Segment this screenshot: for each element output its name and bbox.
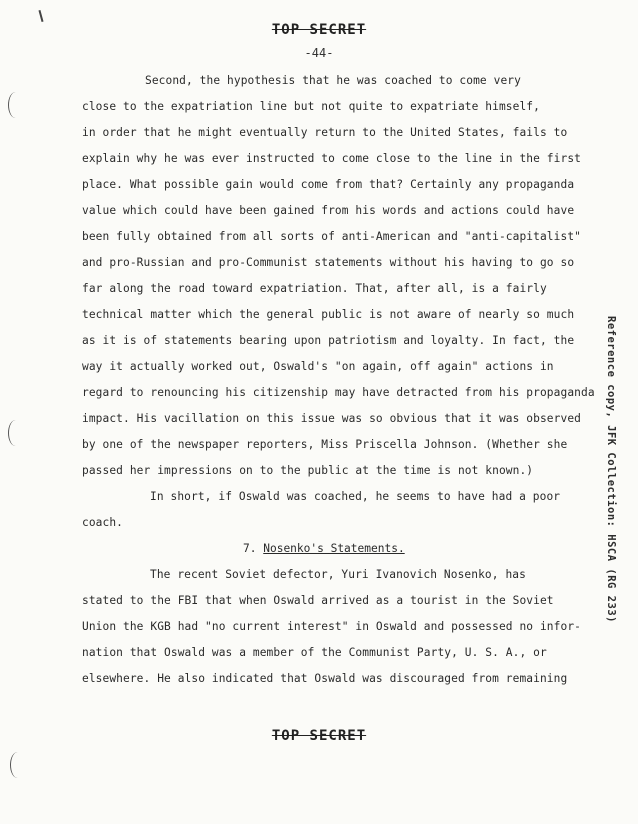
text-line: The recent Soviet defector, Yuri Ivanovich Nosenko, has [150, 568, 526, 581]
text-line: close to the expatriation line but not quite to expatriate himself, [82, 100, 540, 113]
text-line: in order that he might eventually return to the United States, fails to [82, 126, 568, 139]
text-line: regard to renouncing his citizenship may have detracted from his propaganda [82, 386, 595, 399]
page-number: -44- [304, 46, 334, 60]
text-line: In short, if Oswald was coached, he seems to have had a poor [150, 490, 561, 503]
punch-hole-mark [10, 752, 25, 778]
punch-hole-mark [8, 92, 23, 118]
text-line: value which could have been gained from his words and actions could have [82, 204, 575, 217]
text-line: by one of the newspaper reporters, Miss Priscella Johnson. (Whether she [82, 438, 568, 451]
text-line: passed her impressions on to the public at the time is not known.) [82, 464, 534, 477]
margin-tick-mark [38, 10, 43, 22]
text-line: Union the KGB had "no current interest" in Oswald and possessed no infor- [82, 620, 581, 633]
section-title: Nosenko's Statements. [263, 542, 405, 555]
section-number: 7. [243, 542, 257, 555]
text-line: been fully obtained from all sorts of anti-American and "anti-capitalist" [82, 230, 581, 243]
text-line: elsewhere. He also indicated that Oswald was discouraged from remaining [82, 672, 568, 685]
text-line: stated to the FBI that when Oswald arrived as a tourist in the Soviet [82, 594, 554, 607]
text-line: coach. [82, 516, 124, 529]
text-line: place. What possible gain would come from that? Certainly any propaganda [82, 178, 575, 191]
section-heading [243, 542, 405, 555]
text-line: technical matter which the general public is not aware of nearly so much [82, 308, 575, 321]
text-line: as it is of statements bearing upon patriotism and loyalty. In fact, the [82, 334, 575, 347]
text-line: far along the road toward expatriation. That, after all, is a fairly [82, 282, 547, 295]
margin-reference-note: Reference copy, JFK Collection: HSCA (RG 233) [605, 316, 617, 623]
text-line: impact. His vacillation on this issue was so obvious that it was observed [82, 412, 581, 425]
text-line: explain why he was ever instructed to come close to the line in the first [82, 152, 581, 165]
text-line: Second, the hypothesis that he was coached to come very [145, 74, 521, 87]
classification-header: TOP SECRET [271, 22, 367, 38]
text-line: and pro-Russian and pro-Communist statements without his having to go so [82, 256, 575, 269]
punch-hole-mark [8, 420, 23, 446]
classification-footer: TOP SECRET [271, 728, 367, 744]
text-line: nation that Oswald was a member of the Communist Party, U. S. A., or [82, 646, 547, 659]
text-line: way it actually worked out, Oswald's "on again, off again" actions in [82, 360, 554, 373]
